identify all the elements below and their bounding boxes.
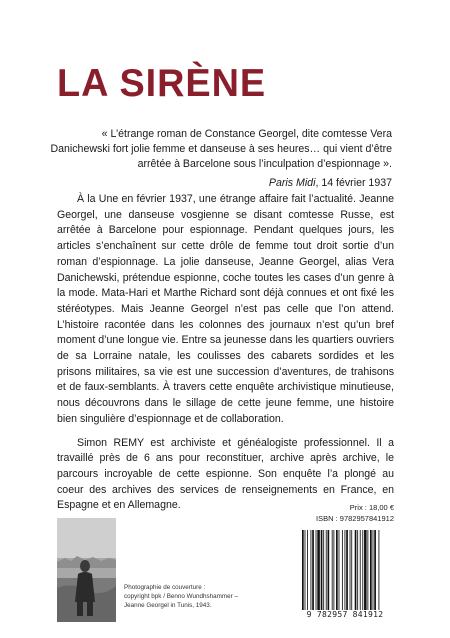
barcode-bar — [345, 530, 346, 610]
quote-publication: Paris Midi — [268, 177, 316, 189]
cover-photograph — [57, 518, 116, 622]
price-block — [296, 502, 394, 524]
isbn-label: ISBN : 9782957841912 — [316, 514, 394, 523]
barcode-bar — [328, 530, 330, 610]
barcode-bar — [317, 530, 320, 610]
quote-date: , 14 février 1937 — [315, 177, 392, 189]
barcode-bar — [305, 530, 306, 616]
quote-source — [47, 176, 392, 191]
barcode-bar — [342, 530, 343, 616]
barcode-bar — [316, 530, 317, 610]
barcode-bar — [332, 530, 333, 610]
summary-paragraph: À la Une en février 1937, une étrange affaire fait l’actualité. Jeanne Georgel, une danseuse vosgienne se disant comtesse Russe, est arrêtée à Barcelone pour espionnage. Pendant quelques jours, les articles s’enchaînent sur cette drôle de femme tout droit sortie d’un roman d’espionnage. La jolie danseuse, Jeanne Georgel, alias Vera Danichewski, prétendue espionne, coche toutes les cases d’un genre à la mode. Mata-Hari et Marthe Richard sont déjà connues et ont fixé les stéréotypes. Mais Jeanne Georgel n’est pas celle que l’on attend. L’histoire racontée dans les colonnes des journaux n’est qu’un bref moment d’une longue vie. Entre sa jeunesse dans les quartiers ouvriers de sa Lorraine natale, les coulisses des cabarets sordides et les prisons militaires, sa vie est une succession d’aventures, de trahisons et de faux-semblants. À travers cette enquête archivistique minutieuse, nous découvrons dans le sillage de cette jeune femme, une histoire bien singulière d’espionnage et de collaboration. — [57, 193, 394, 425]
price-label: Prix : 18,00 € — [349, 503, 394, 512]
barcode-bar — [370, 530, 372, 610]
back-cover-text — [57, 192, 394, 514]
barcode-bar — [307, 530, 308, 610]
barcode-bar — [364, 530, 367, 610]
barcode-number: 9 782957 841912 — [296, 610, 394, 619]
barcode-bar — [379, 530, 380, 616]
isbn-barcode — [296, 530, 394, 622]
barcode-bar — [360, 530, 361, 610]
barcode-bar — [362, 530, 363, 610]
barcode-bar — [312, 530, 314, 610]
barcode-bar — [374, 530, 376, 610]
barcode-bar — [321, 530, 323, 610]
barcode-bar — [323, 530, 324, 610]
barcode-bar — [326, 530, 327, 610]
epigraph-quote — [47, 127, 392, 191]
barcode-bar — [333, 530, 334, 610]
barcode-bar — [302, 530, 304, 616]
author-bio-paragraph: Simon REMY est archiviste et généalogiste professionnel. Il a travaillé près de 6 ans pour reconstituer, archive après archive, le parcours incroyable de cette espionne. Son enquête l’a plongé au coeur des archives des services de renseignements en France, en Espagne et en Allemagne. — [57, 436, 394, 512]
barcode-bar — [336, 530, 338, 610]
barcode-bar — [351, 530, 352, 610]
book-title: LA SIRÈNE — [57, 62, 267, 105]
photo-caption — [124, 583, 294, 610]
caption-line: Jeanne Georgel in Tunis, 1943. — [124, 602, 212, 609]
barcode-bar — [373, 530, 374, 610]
photo-illustration — [57, 518, 116, 622]
caption-line: Photographie de couverture : — [124, 584, 206, 591]
barcode-bar — [367, 530, 368, 610]
barcode-bar — [350, 530, 351, 610]
quote-text: « L’étrange roman de Constance Georgel, dite comtesse Vera Danichewski fort jolie femme et danseuse à ses heures… qui vient d’être arrêtée à Barcelone sous l’inculpation d’espionnage ». — [50, 128, 392, 170]
barcode-bar — [357, 530, 358, 610]
barcode-bar — [355, 530, 357, 610]
caption-line: copyright bpk / Benno Wundhshammer – — [124, 593, 238, 600]
barcode-bar — [346, 530, 348, 610]
barcode-bar — [311, 530, 312, 610]
barcode-bar — [339, 530, 340, 610]
